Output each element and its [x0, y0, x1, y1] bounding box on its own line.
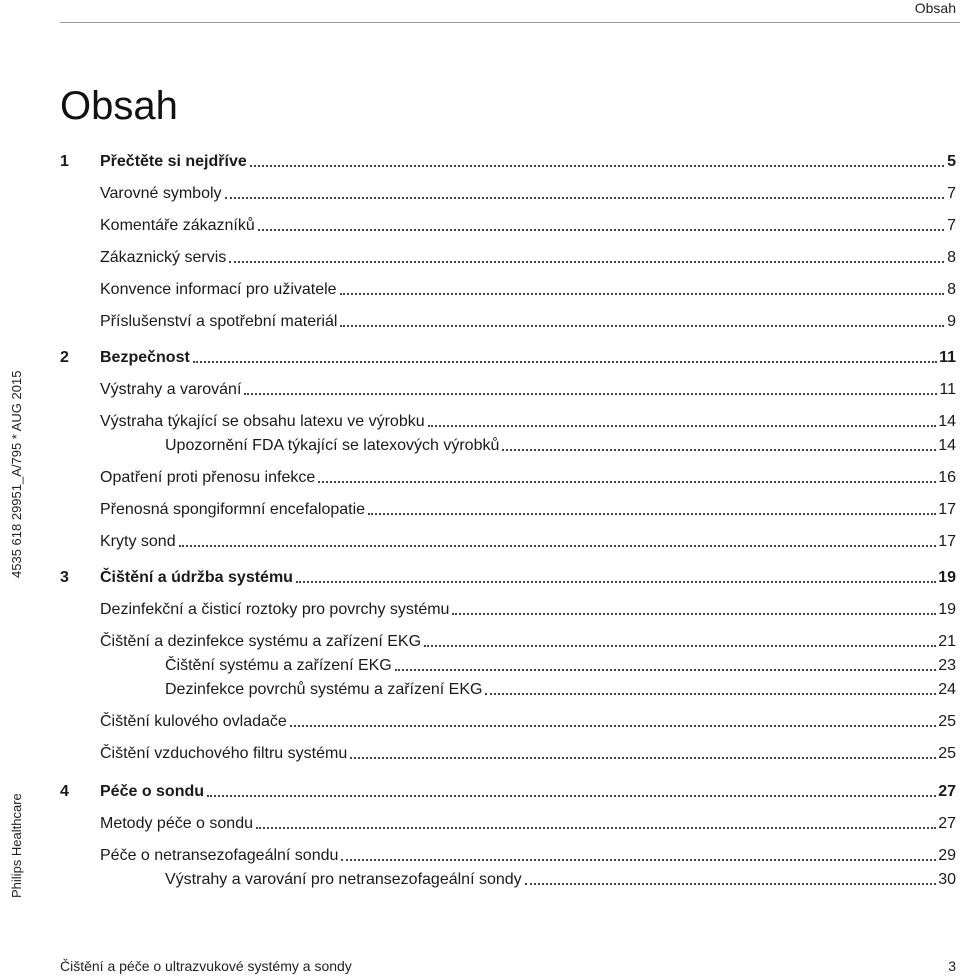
toc-entry[interactable] — [100, 244, 956, 268]
toc-entry-title: Bezpečnost — [100, 349, 190, 366]
toc-entry-title: Dezinfekční a čisticí roztoky pro povrchy systému — [100, 601, 450, 618]
toc-entry[interactable] — [100, 376, 956, 400]
toc-entry[interactable] — [60, 778, 956, 802]
running-header: Obsah — [914, 0, 956, 16]
toc-entry-title: Čištění kulového ovladače — [100, 713, 287, 730]
toc-entry-title: Čištění systému a zařízení EKG — [165, 657, 392, 674]
toc-entry[interactable] — [165, 676, 956, 700]
toc-dot-leader — [428, 425, 937, 427]
toc-entry[interactable] — [60, 564, 956, 588]
page-title: Obsah — [60, 84, 178, 128]
toc-entry-title: Čištění a údržba systému — [100, 569, 293, 586]
toc-page-number: 9 — [947, 313, 956, 330]
toc-entry-title: Příslušenství a spotřební materiál — [100, 313, 338, 330]
toc-dot-leader — [244, 393, 937, 395]
toc-dot-leader — [502, 449, 936, 451]
toc-page-number: 14 — [938, 437, 956, 454]
toc-entry[interactable] — [100, 740, 956, 764]
toc-chapter-number: 1 — [60, 153, 69, 170]
toc-page-number: 29 — [938, 847, 956, 864]
toc-page-number: 30 — [938, 871, 956, 888]
toc-entry-title: Čištění a dezinfekce systému a zařízení EKG — [100, 633, 422, 650]
toc-entry[interactable] — [100, 212, 956, 236]
toc-entry[interactable] — [165, 432, 956, 456]
toc-page-number: 16 — [938, 469, 956, 486]
toc-dot-leader — [452, 613, 936, 615]
toc-chapter-number: 3 — [60, 569, 69, 586]
toc-entry-title: Varovné symboly — [100, 185, 222, 202]
toc-page-number: 11 — [939, 381, 956, 398]
toc-entry[interactable] — [100, 842, 956, 866]
toc-page-number: 25 — [938, 745, 956, 762]
toc-dot-leader — [485, 693, 936, 695]
toc-entry-title: Komentáře zákazníků — [100, 217, 255, 234]
toc-dot-leader — [258, 229, 944, 231]
toc-page-number: 17 — [938, 533, 956, 550]
toc-dot-leader — [368, 513, 936, 515]
toc-entry[interactable] — [100, 464, 956, 488]
toc-entry-title: Přečtěte si nejdříve — [100, 153, 247, 170]
toc-entry-title: Výstrahy a varování — [100, 381, 242, 398]
toc-entry[interactable] — [165, 652, 956, 676]
toc-entry-title: Metody péče o sondu — [100, 815, 253, 832]
toc-page-number: 24 — [938, 681, 956, 698]
toc-dot-leader — [207, 795, 936, 797]
toc-page-number: 14 — [938, 413, 956, 430]
toc-page-number: 25 — [938, 713, 956, 730]
toc-dot-leader — [256, 827, 936, 829]
toc-entry[interactable] — [100, 308, 956, 332]
toc-entry[interactable] — [100, 496, 956, 520]
toc-entry-title: Kryty sond — [100, 533, 176, 550]
toc-page-number: 5 — [947, 153, 956, 170]
toc-dot-leader — [225, 197, 944, 199]
side-company-text: Philips Healthcare — [9, 793, 24, 898]
toc-page-number: 11 — [939, 349, 956, 366]
toc-entry-title: Opatření proti přenosu infekce — [100, 469, 316, 486]
side-doc-id-text: 4535 618 29951_A/795 * AUG 2015 — [9, 370, 24, 578]
toc-page-number: 21 — [938, 633, 956, 650]
toc-entry-title: Výstraha týkající se obsahu latexu ve výrobku — [100, 413, 425, 430]
toc-page-number: 19 — [938, 601, 956, 618]
toc-entry-title: Péče o sondu — [100, 783, 205, 800]
toc-entry-title: Přenosná spongiformní encefalopatie — [100, 501, 366, 518]
toc-dot-leader — [179, 545, 937, 547]
toc-entry-title: Zákaznický servis — [100, 249, 227, 266]
toc-page-number: 17 — [938, 501, 956, 518]
header-rule — [60, 22, 960, 23]
toc-entry-title: Upozornění FDA týkající se latexových výrobků — [165, 437, 500, 454]
toc-dot-leader — [525, 883, 937, 885]
toc-entry[interactable] — [100, 180, 956, 204]
toc-chapter-number: 2 — [60, 349, 69, 366]
toc-dot-leader — [395, 669, 936, 671]
toc-entry-title: Dezinfekce povrchů systému a zařízení EKG — [165, 681, 483, 698]
toc-entry[interactable] — [100, 810, 956, 834]
toc-entry-title: Péče o netransezofageální sondu — [100, 847, 339, 864]
toc-entry[interactable] — [60, 344, 956, 368]
toc-page-number: 27 — [938, 783, 956, 800]
toc-entry[interactable] — [100, 408, 956, 432]
footer-page-number: 3 — [948, 958, 956, 974]
toc-entry-title: Konvence informací pro uživatele — [100, 281, 337, 298]
toc-dot-leader — [290, 725, 936, 727]
toc-dot-leader — [250, 165, 944, 167]
toc-entry[interactable] — [100, 628, 956, 652]
toc-dot-leader — [296, 581, 936, 583]
toc-dot-leader — [318, 481, 936, 483]
toc-dot-leader — [340, 325, 944, 327]
toc-page-number: 27 — [938, 815, 956, 832]
toc-dot-leader — [424, 645, 936, 647]
toc-dot-leader — [193, 361, 937, 363]
toc-dot-leader — [340, 293, 944, 295]
toc-chapter-number: 4 — [60, 783, 69, 800]
toc-page-number: 7 — [947, 217, 956, 234]
toc-entry[interactable] — [165, 866, 956, 890]
toc-page-number: 23 — [938, 657, 956, 674]
toc-dot-leader — [341, 859, 936, 861]
toc-dot-leader — [350, 757, 936, 759]
toc-entry-title: Výstrahy a varování pro netransezofageální sondy — [165, 871, 522, 888]
toc-entry[interactable] — [100, 276, 956, 300]
footer-title: Čištění a péče o ultrazvukové systémy a sondy — [60, 958, 352, 974]
toc-page-number: 7 — [947, 185, 956, 202]
toc-entry[interactable] — [100, 528, 956, 552]
toc-page-number: 19 — [938, 569, 956, 586]
toc-dot-leader — [229, 261, 944, 263]
toc-entry-title: Čištění vzduchového filtru systému — [100, 745, 348, 762]
toc-entry[interactable] — [100, 708, 956, 732]
toc-page-number: 8 — [947, 249, 956, 266]
toc-entry[interactable] — [60, 148, 956, 172]
toc-page-number: 8 — [947, 281, 956, 298]
toc-entry[interactable] — [100, 596, 956, 620]
